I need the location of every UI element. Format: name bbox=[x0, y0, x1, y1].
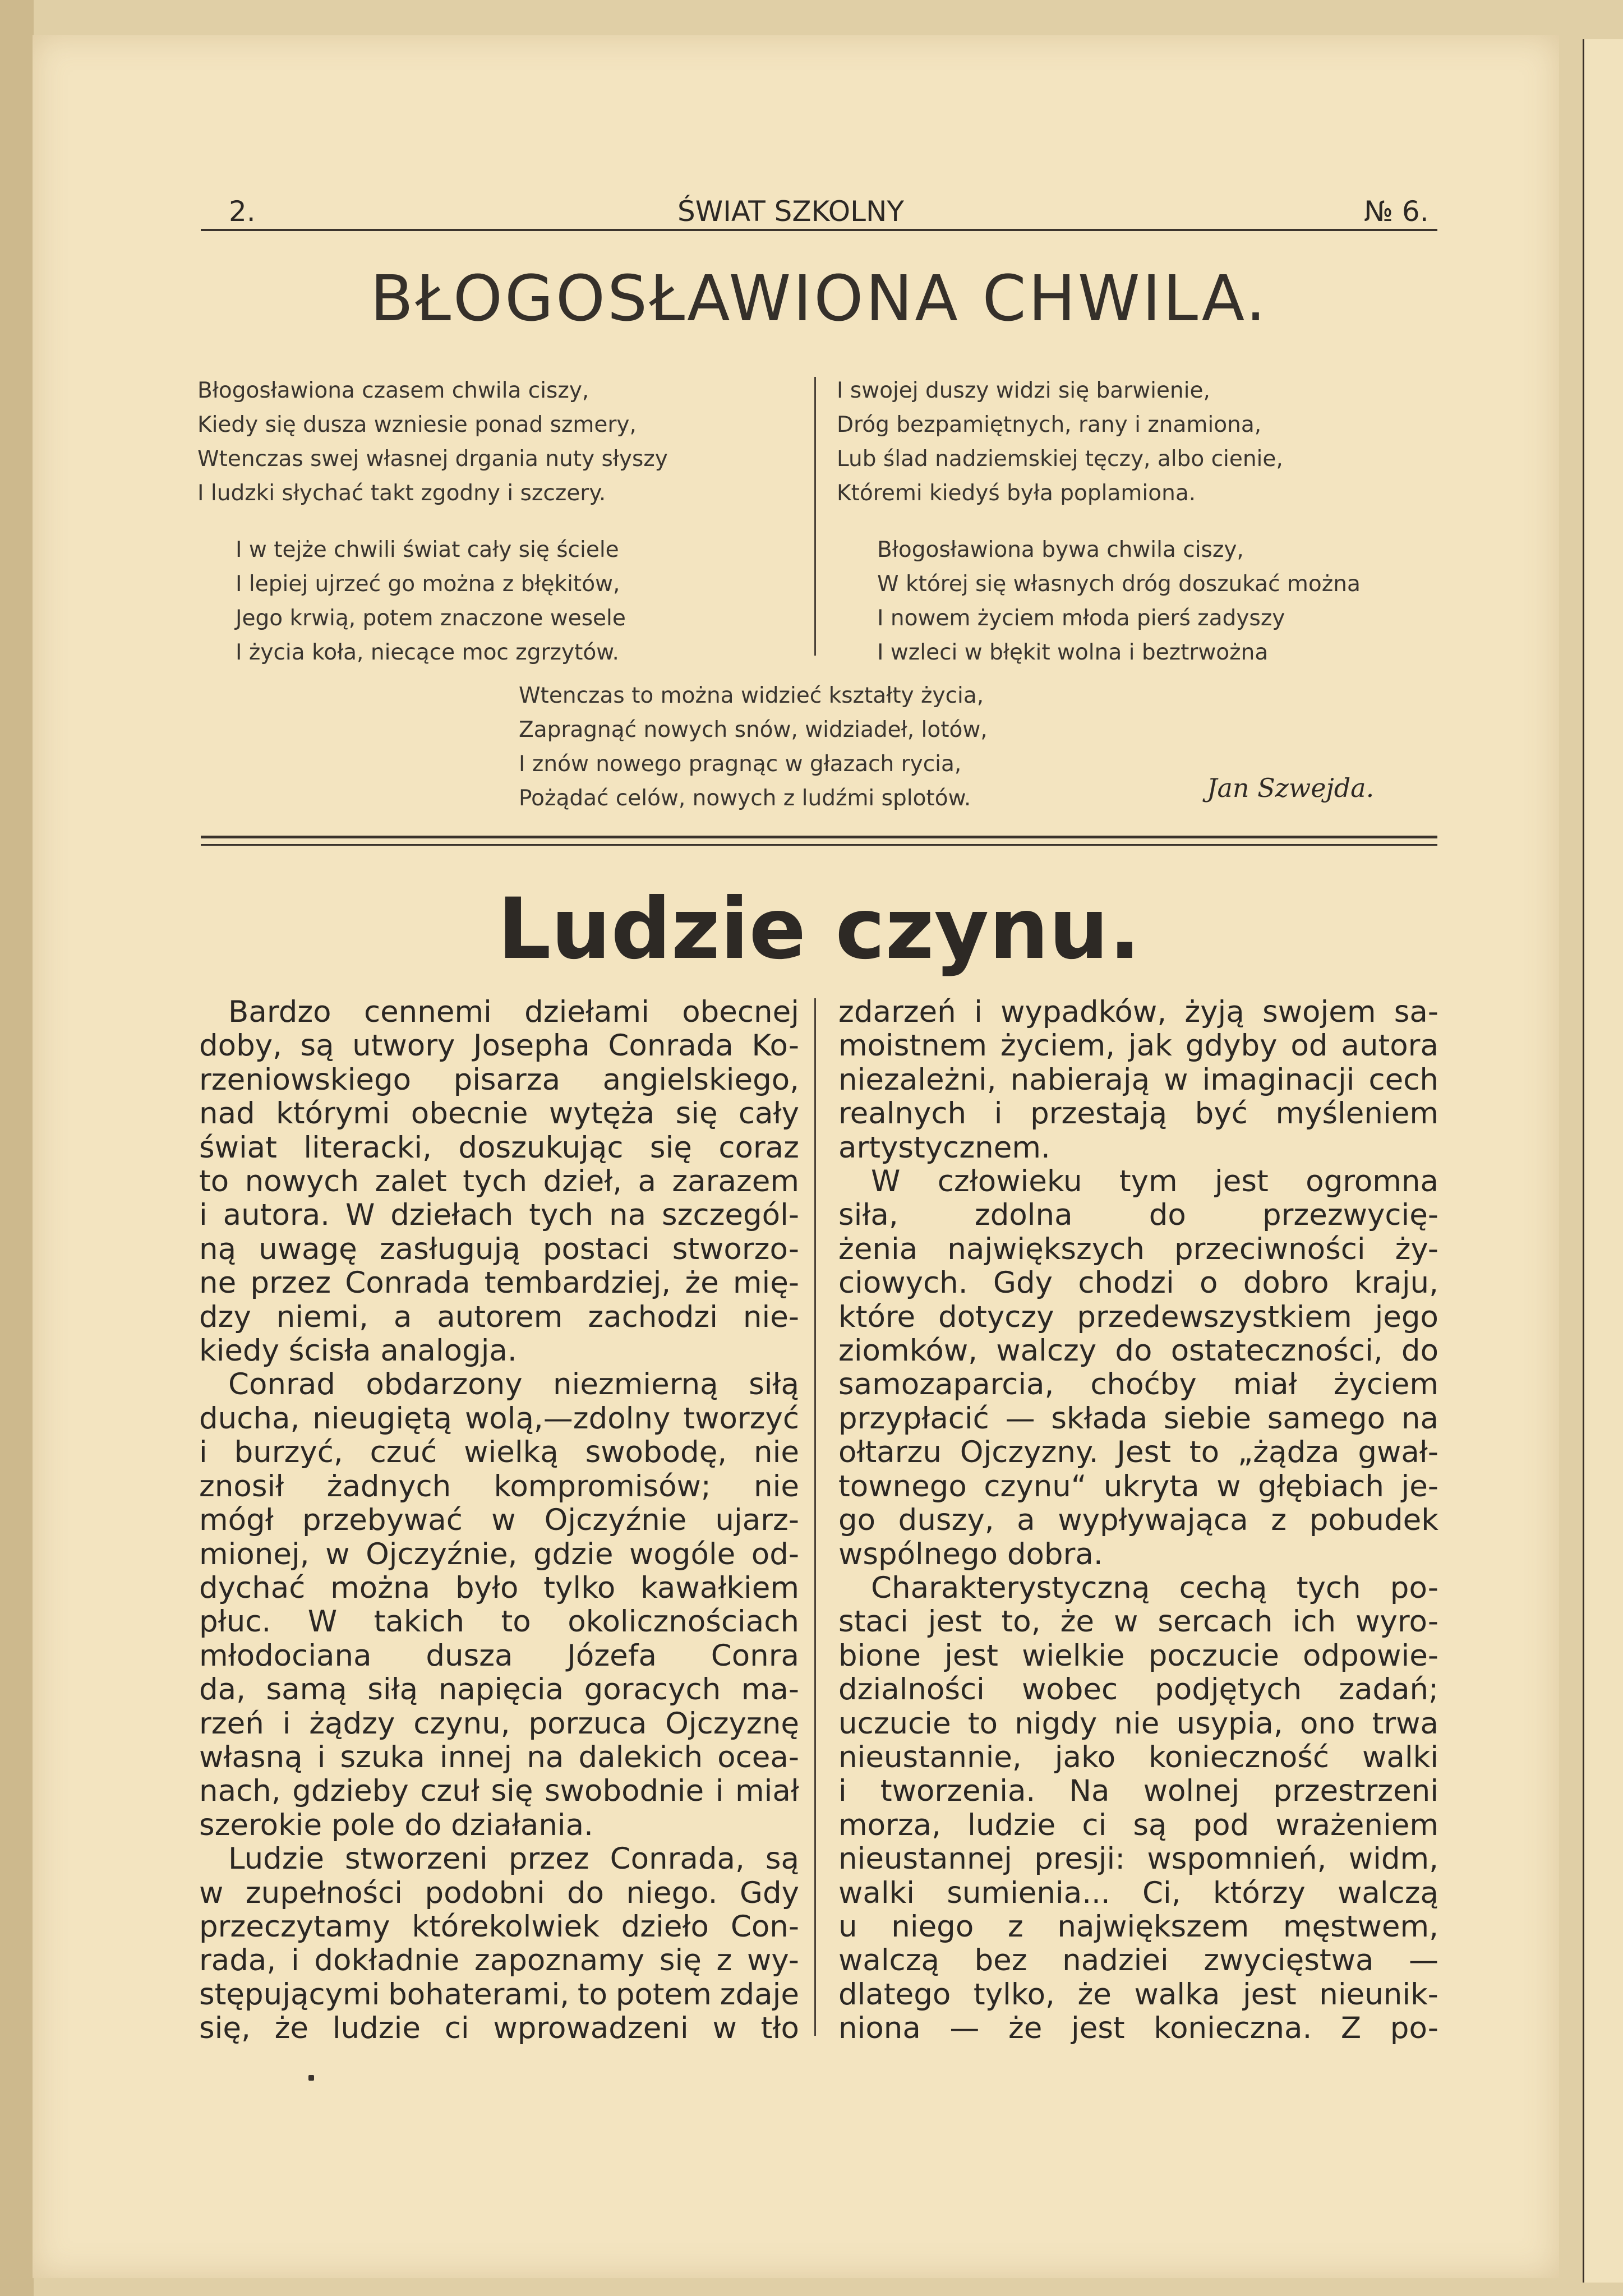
article-line: świat literacki, doszukując się coraz bbox=[199, 1130, 799, 1165]
page-edge-shadow bbox=[0, 0, 34, 2296]
article-line: niona — że jest konieczna. Z po- bbox=[838, 2011, 1438, 2046]
article-line: płuc. W takich to okolicznościach bbox=[199, 1605, 799, 1639]
article-line: ną uwagę zasługują postaci stworzo- bbox=[199, 1232, 799, 1266]
issue-number: № 6. bbox=[1364, 195, 1429, 228]
article-line: rzeń i żądzy czynu, porzuca Ojczyznę bbox=[199, 1706, 799, 1741]
article-line: ducha, nieugiętą wolą,—zdolny tworzyć bbox=[199, 1401, 799, 1436]
verse-line: I wzleci w błękit wolna i beztrwożna bbox=[877, 640, 1269, 665]
article-line: nieustannej presji: wspomnień, widm, bbox=[838, 1842, 1438, 1877]
article-line: samozaparcia, choćby miał życiem bbox=[838, 1367, 1438, 1402]
poem-title: BŁOGOSŁAWIONA CHWILA. bbox=[370, 262, 1268, 335]
article-line: które dotyczy przedewszystkiem jego bbox=[838, 1299, 1438, 1334]
stanza-3 bbox=[837, 374, 1361, 510]
article-line: townego czynu“ ukryta w głębiach je- bbox=[838, 1469, 1438, 1504]
article-line: stępującymi bohaterami, to potem zdaje bbox=[199, 1977, 799, 2012]
verse-line: Jego krwią, potem znaczone wesele bbox=[236, 606, 626, 631]
article-line: ne przez Conrada tembardziej, że mię- bbox=[199, 1266, 799, 1301]
next-page-edge bbox=[1583, 39, 1623, 2283]
section-rule bbox=[201, 844, 1437, 846]
article-line: się, że ludzie ci wprowadzeni w tło bbox=[199, 2011, 799, 2046]
article-line: rzeniowskiego pisarza angielskiego, bbox=[199, 1062, 799, 1097]
article-line: artystycznem. bbox=[838, 1130, 1050, 1165]
article-line: go duszy, a wypływająca z pobudek bbox=[838, 1503, 1438, 1538]
article-line: znosił żadnych kompromisów; nie bbox=[199, 1469, 799, 1504]
poem-column-divider bbox=[814, 377, 816, 656]
article-line: nad którymi obecnie wytęża się cały bbox=[199, 1096, 799, 1131]
article-line: u niego z największem męstwem, bbox=[838, 1909, 1438, 1944]
verse-line: I swojej duszy widzi się barwienie, bbox=[837, 378, 1210, 403]
article-line: dzy niemi, a autorem zachodzi nie- bbox=[199, 1299, 799, 1334]
header-rule bbox=[201, 229, 1437, 231]
verse-line: Dróg bezpamiętnych, rany i znamiona, bbox=[837, 412, 1262, 437]
article-line: mionej, w Ojczyźnie, gdzie wogóle od- bbox=[199, 1537, 799, 1571]
article-line: morza, ludzie ci są pod wrażeniem bbox=[838, 1808, 1438, 1842]
article-line: dychać można było tylko kawałkiem bbox=[199, 1570, 799, 1605]
article-line: W człowieku tym jest ogromna bbox=[871, 1164, 1438, 1199]
article-line: to nowych zalet tych dzieł, a zarazem bbox=[199, 1164, 799, 1199]
verse-line: Błogosławiona czasem chwila ciszy, bbox=[197, 378, 589, 403]
poem-right-column bbox=[837, 374, 1361, 670]
verse-line: Błogosławiona bywa chwila ciszy, bbox=[877, 537, 1244, 563]
article-line: moistnem życiem, jak gdyby od autora bbox=[838, 1029, 1438, 1063]
verse-line: I nowem życiem młoda pierś zadyszy bbox=[877, 606, 1285, 631]
section-rule bbox=[201, 836, 1437, 838]
article-line: szerokie pole do działania. bbox=[199, 1808, 593, 1842]
article-line: ziomków, walczy do ostateczności, do bbox=[838, 1334, 1438, 1368]
article-line: nach, gdzieby czuł się swobodnie i miał bbox=[199, 1774, 799, 1809]
article-line: realnych i przestają być myśleniem bbox=[838, 1096, 1438, 1131]
article-line: staci jest to, że w sercach ich wyro- bbox=[838, 1605, 1438, 1639]
stanza-4 bbox=[837, 533, 1361, 670]
article-line: i autora. W dziełach tych na szczegól- bbox=[199, 1198, 799, 1233]
verse-line: I lepiej ujrzeć go można z błękitów, bbox=[236, 571, 620, 597]
ink-speck bbox=[308, 2075, 314, 2081]
article-line: dzialności wobec podjętych zadań; bbox=[838, 1672, 1438, 1707]
article-right-column bbox=[838, 995, 1438, 2046]
article-line: walczą bez nadziei zwycięstwa — bbox=[838, 1943, 1438, 1978]
verse-line: Wtenczas swej własnej drgania nuty słyszy bbox=[197, 446, 668, 472]
journal-title: ŚWIAT SZKOLNY bbox=[677, 195, 904, 228]
verse-line: Któremi kiedyś była poplamiona. bbox=[837, 481, 1196, 506]
article-line: rada, i dokładnie zapoznamy się z wy- bbox=[199, 1943, 799, 1978]
verse-line: I w tejże chwili świat cały się ściele bbox=[236, 537, 619, 563]
article-line: młodociana dusza Józefa Conra bbox=[199, 1638, 799, 1673]
article-line: własną i szuka innej na dalekich ocea- bbox=[199, 1740, 799, 1774]
verse-line: Lub ślad nadziemskiej tęczy, albo cienie, bbox=[837, 446, 1283, 472]
article-line: przeczytamy którekolwiek dzieło Con- bbox=[199, 1909, 799, 1944]
article-line: walki sumienia... Ci, którzy walczą bbox=[838, 1875, 1438, 1910]
verse-line: Wtenczas to można widzieć kształty życia, bbox=[519, 683, 984, 708]
article-line: bione jest wielkie poczucie odpowie- bbox=[838, 1638, 1438, 1673]
stanza-1 bbox=[197, 374, 668, 510]
verse-line: W której się własnych dróg doszukać można bbox=[877, 571, 1361, 597]
stanza-2 bbox=[197, 533, 668, 670]
article-line: żenia największych przeciwności ży- bbox=[838, 1232, 1438, 1266]
article-line: Bardzo cennemi dziełami obecnej bbox=[228, 995, 799, 1029]
article-line: ołtarzu Ojczyzny. Jest to „żądza gwał- bbox=[838, 1435, 1438, 1470]
verse-line: Kiedy się dusza wzniesie ponad szmery, bbox=[197, 412, 637, 437]
article-line: Ludzie stworzeni przez Conrada, są bbox=[228, 1842, 799, 1877]
verse-line: I ludzki słychać takt zgodny i szczery. bbox=[197, 481, 606, 506]
verse-line: Zapragnąć nowych snów, widziadeł, lotów, bbox=[519, 717, 988, 743]
poem-author: Jan Szwejda. bbox=[1207, 773, 1375, 803]
article-line: Conrad obdarzony niezmierną siłą bbox=[228, 1367, 799, 1402]
verse-line: I znów nowego pragnąc w głazach rycia, bbox=[519, 751, 962, 777]
article-line: ciowych. Gdy chodzi o dobro kraju, bbox=[838, 1266, 1438, 1301]
article-column-divider bbox=[814, 998, 816, 2036]
article-line: i burzyć, czuć wielką swobodę, nie bbox=[199, 1435, 799, 1470]
article-line: Charakterystyczną cechą tych po- bbox=[871, 1570, 1438, 1605]
verse-line: Pożądać celów, nowych z ludźmi splotów. bbox=[519, 786, 971, 811]
article-line: siła, zdolna do przezwycię- bbox=[838, 1198, 1438, 1233]
article-line: zdarzeń i wypadków, żyją swojem sa- bbox=[838, 995, 1438, 1029]
poem-left-column bbox=[197, 374, 668, 670]
article-line: niezależni, nabierają w imaginacji cech bbox=[838, 1062, 1438, 1097]
article-title: Ludzie czynu. bbox=[497, 880, 1141, 978]
article-line: nieustannie, jako konieczność walki bbox=[838, 1740, 1438, 1774]
article-line: doby, są utwory Josepha Conrada Ko- bbox=[199, 1029, 799, 1063]
article-line: kiedy ścisła analogja. bbox=[199, 1334, 517, 1368]
poem-final-stanza bbox=[519, 679, 988, 815]
article-line: uczucie to nigdy nie usypia, ono trwa bbox=[838, 1706, 1438, 1741]
article-line: dlatego tylko, że walka jest nieunik- bbox=[838, 1977, 1438, 2012]
article-line: da, samą siłą napięcia goracych ma- bbox=[199, 1672, 799, 1707]
article-line: i tworzenia. Na wolnej przestrzeni bbox=[838, 1774, 1438, 1809]
article-left-column bbox=[199, 995, 799, 2046]
article-line: przypłacić — składa siebie samego na bbox=[838, 1401, 1438, 1436]
page-number: 2. bbox=[229, 195, 256, 228]
article-line: mógł przebywać w Ojczyźnie ujarz- bbox=[199, 1503, 799, 1538]
article-line: wspólnego dobra. bbox=[838, 1537, 1103, 1571]
article-line: w zupełności podobni do niego. Gdy bbox=[199, 1875, 799, 1910]
verse-line: I życia koła, niecące moc zgrzytów. bbox=[236, 640, 619, 665]
